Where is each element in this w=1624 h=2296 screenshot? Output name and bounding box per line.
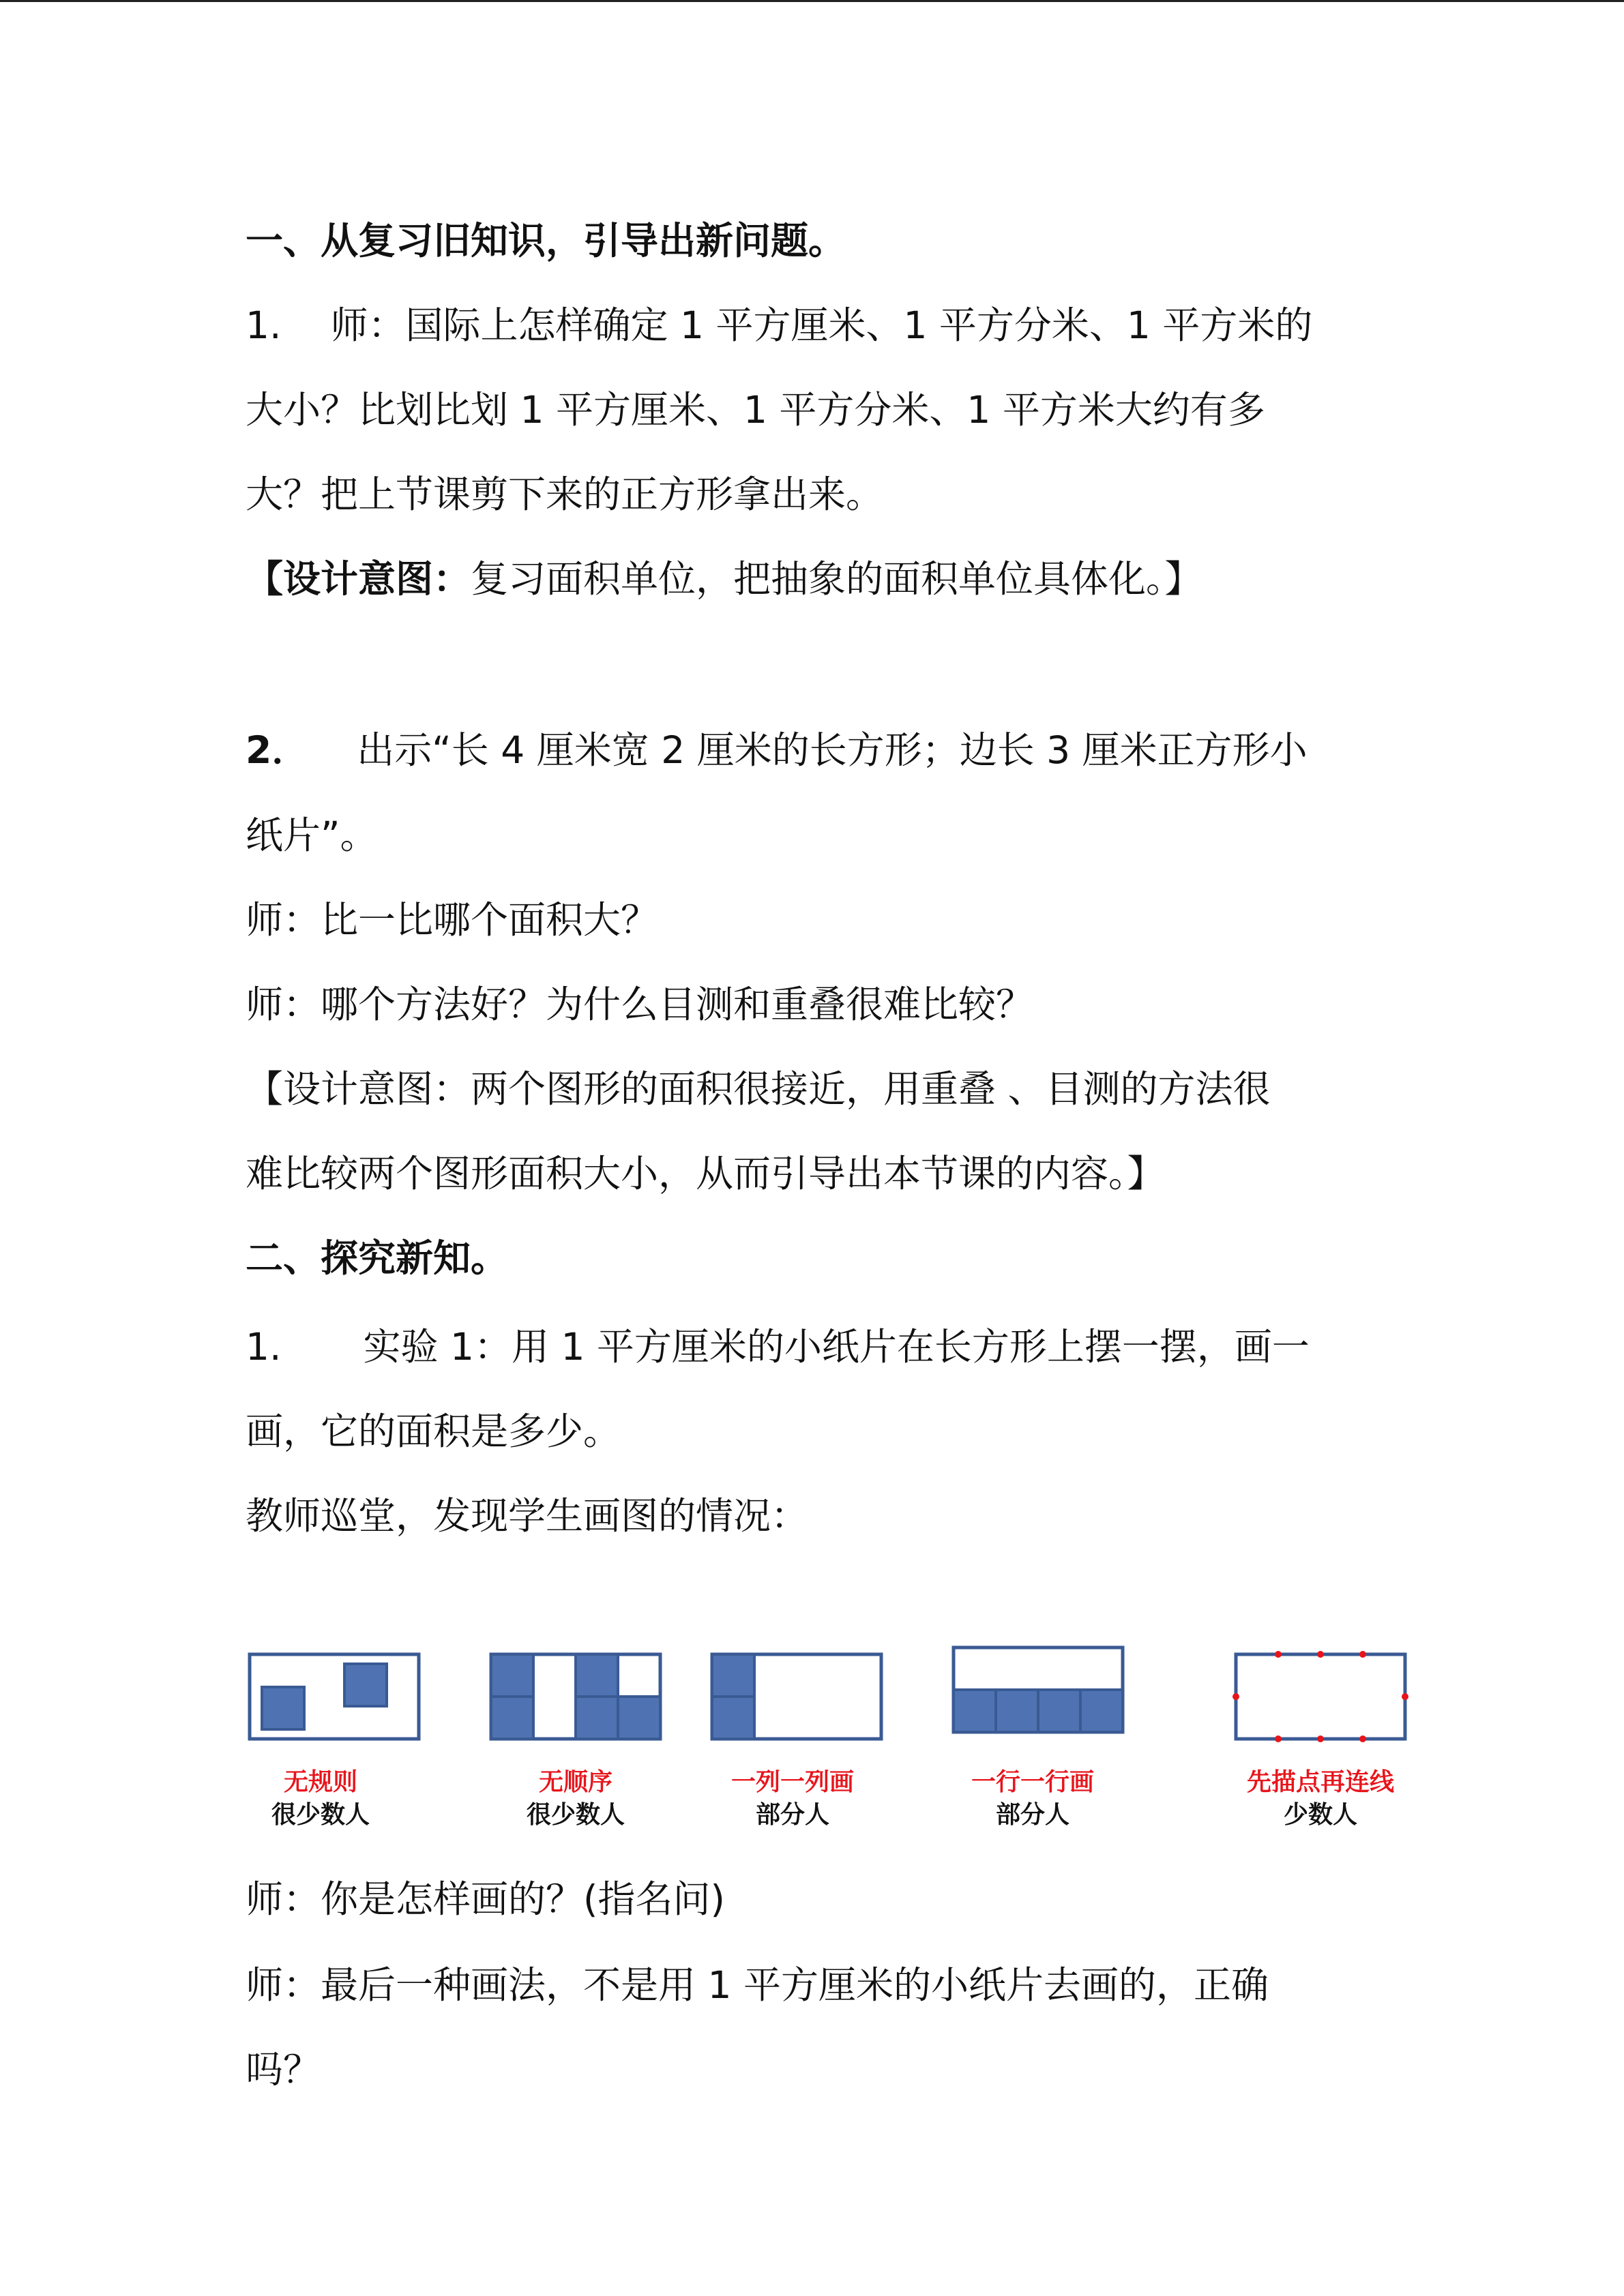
- drawing-column-by-column: [712, 1654, 881, 1739]
- section-heading-2: 二、探究新知。: [246, 1236, 509, 1280]
- design-intent-1: [246, 555, 1202, 603]
- observation-text: 教师巡堂，发现学生画图的情况：: [246, 1494, 809, 1538]
- drawing-row-by-row: [954, 1648, 1123, 1732]
- experiment-line-2: 画，它的面积是多少。: [246, 1410, 621, 1453]
- marked-point: [1317, 1735, 1324, 1742]
- caption-count: 部分人: [995, 1801, 1069, 1829]
- teacher-question-2: 师：哪个方法好？为什么目测和重叠很难比较？: [246, 983, 1034, 1026]
- marked-point: [1275, 1735, 1282, 1742]
- caption-count: 少数人: [1283, 1801, 1357, 1829]
- unit-square: [344, 1664, 387, 1706]
- unit-square: [954, 1690, 996, 1732]
- caption-unordered: [473, 1766, 678, 1832]
- design-intent-label: 【设计意图：: [246, 557, 471, 601]
- list-number: 2．: [246, 728, 310, 772]
- caption-method: 一列一列画: [730, 1768, 854, 1796]
- drawing-points-then-lines: [1232, 1651, 1408, 1742]
- caption-count: 部分人: [755, 1801, 829, 1829]
- drawing-unordered: [491, 1654, 660, 1739]
- teacher-question-1: 师：比一比哪个面积大？: [246, 898, 659, 942]
- unit-square: [618, 1697, 660, 1739]
- unit-square: [996, 1690, 1038, 1732]
- drawing-irregular: [250, 1654, 419, 1739]
- teacher-question-4-line-1: 师：最后一种画法，不是用 1 平方厘米的小纸片去画的，正确: [246, 1963, 1269, 2007]
- caption-method: 无顺序: [538, 1768, 612, 1796]
- unit-square: [576, 1654, 618, 1697]
- teacher-question-4-line-2: 吗？: [246, 2048, 321, 2091]
- caption-count: 很少数人: [271, 1801, 370, 1829]
- caption-method: 一行一行画: [971, 1768, 1094, 1796]
- page-top-border: [0, 0, 1624, 2]
- paragraph-text: 出示“长 4 厘米宽 2 厘米的长方形；边长 3 厘米正方形小: [357, 728, 1308, 772]
- caption-points: [1218, 1766, 1423, 1832]
- marked-point: [1317, 1651, 1324, 1658]
- paragraph-2-line-1: [246, 726, 1308, 774]
- rectangle-outline: [1236, 1654, 1405, 1739]
- unit-square: [1038, 1690, 1080, 1732]
- unit-square: [491, 1697, 533, 1739]
- list-number: 1.: [246, 1325, 282, 1369]
- paragraph-2-line-2: 纸片”。: [246, 814, 378, 857]
- experiment-text: 实验 1：用 1 平方厘米的小纸片在长方形上摆一摆，画一: [363, 1325, 1310, 1369]
- unit-square: [712, 1697, 754, 1739]
- caption-row: [930, 1766, 1135, 1832]
- caption-count: 很少数人: [526, 1801, 625, 1829]
- marked-point: [1275, 1651, 1282, 1658]
- marked-point: [1232, 1693, 1239, 1700]
- drawing-methods-figure: [0, 1643, 1624, 1841]
- paragraph-1-line-3: 大？把上节课剪下来的正方形拿出来。: [246, 473, 884, 516]
- teacher-question-3: 师：你是怎样画的？(指名问): [246, 1877, 725, 1921]
- marked-point: [1359, 1651, 1366, 1658]
- unit-square: [262, 1687, 304, 1729]
- paragraph-1-line-2: 大小？比划比划 1 平方厘米、1 平方分米、1 平方米大约有多: [246, 388, 1265, 432]
- marked-point: [1359, 1735, 1366, 1742]
- unit-square: [576, 1697, 618, 1739]
- caption-method: 先描点再连线: [1246, 1768, 1394, 1796]
- experiment-line-1: [246, 1323, 1310, 1371]
- section-heading-1: 一、从复习旧知识，引导出新问题。: [246, 219, 846, 263]
- design-intent-2-line-2: 难比较两个图形面积大小，从而引导出本节课的内容。】: [246, 1152, 1165, 1195]
- unit-square: [1080, 1690, 1123, 1732]
- caption-column: [690, 1766, 895, 1832]
- list-number: 1.: [246, 303, 282, 347]
- paragraph-text: 师：国际上怎样确定 1 平方厘米、1 平方分米、1 平方米的: [330, 303, 1313, 347]
- marked-point: [1402, 1693, 1408, 1700]
- caption-method: 无规则: [283, 1768, 357, 1796]
- unit-square: [712, 1654, 754, 1697]
- caption-irregular: [218, 1766, 423, 1832]
- design-intent-text: 复习面积单位，把抽象的面积单位具体化。】: [471, 557, 1202, 601]
- unit-square: [491, 1654, 533, 1697]
- design-intent-2-line-1: 【设计意图：两个图形的面积很接近，用重叠 、目测的方法很: [246, 1067, 1271, 1111]
- paragraph-1-line-1: [246, 301, 1312, 349]
